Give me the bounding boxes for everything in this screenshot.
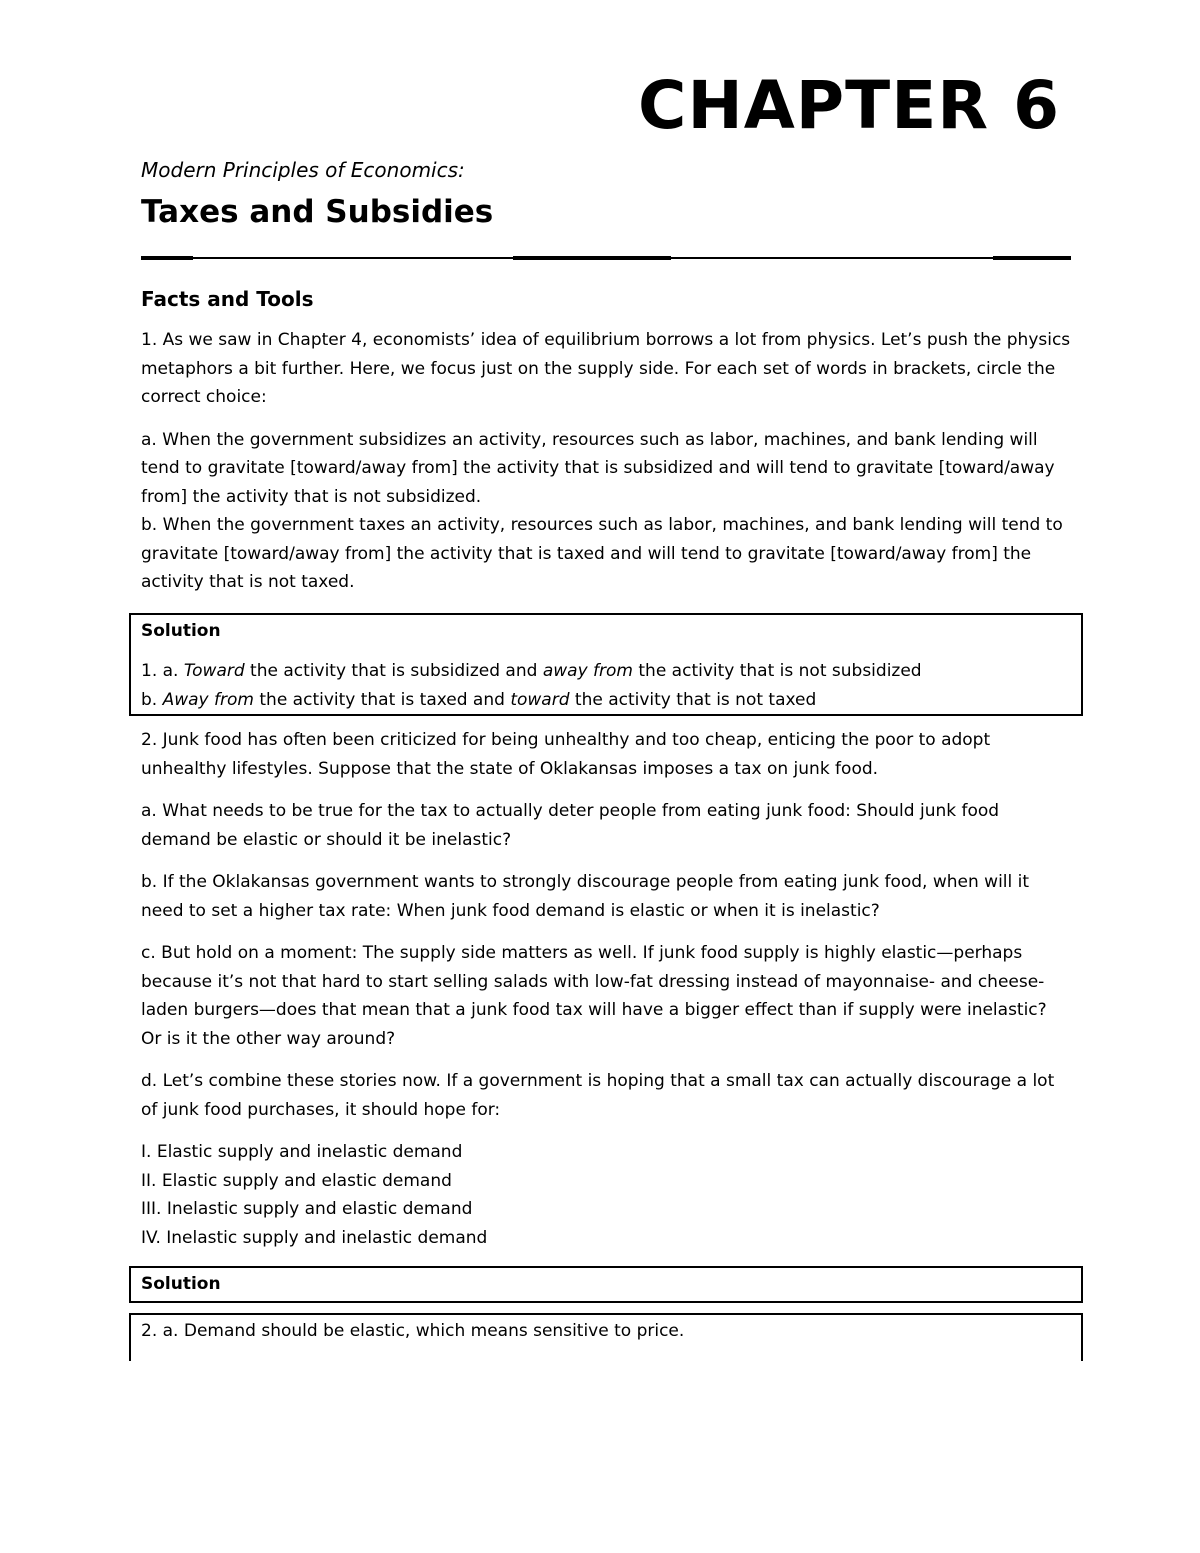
solution-1-a-prefix: 1. a.	[141, 661, 184, 681]
title-divider-accent-middle	[513, 256, 671, 260]
question-2-intro: 2. Junk food has often been criticized for being unhealthy and too cheap, enticing the poor to adopt unhealthy lifestyles. Suppose that the state of Oklakansas imposes a tax on junk food.	[141, 730, 991, 779]
section-heading: Facts and Tools	[141, 287, 314, 311]
solution-1-b-middle: the activity that is taxed and	[253, 689, 511, 710]
solution-1-title: Solution	[141, 620, 221, 641]
solution-1-a-emphasis-1: Toward	[183, 661, 245, 681]
option-item: I. Elastic supply and inelastic demand	[141, 1142, 463, 1162]
question-2-part-a: a. What needs to be true for the tax to actually deter people from eating junk food: Should junk food demand be elastic or should it be inelastic?	[141, 801, 1000, 850]
solution-1-a-emphasis-2: away from	[542, 661, 633, 681]
solution-1-b-end: the activity that is not taxed	[569, 689, 817, 710]
chapter-number: CHAPTER 6	[638, 67, 1060, 144]
solution-1-part-a	[141, 657, 1071, 686]
option-item: IV. Inelastic supply and inelastic demand	[141, 1227, 488, 1248]
document-body	[141, 284, 1071, 1371]
solution-2-body-box	[129, 1313, 1083, 1361]
solution-1-part-b	[141, 686, 1071, 715]
solution-1-b-emphasis-2: toward	[510, 689, 570, 710]
question-1-part-a: a. When the government subsidizes an activity, resources such as labor, machines, and bank lending will tend to gravitate [toward/away from] the activity that is subsidized and will tend to gravitate [toward/away from] the activity that is not subsidized.	[141, 429, 1055, 507]
option-item: II. Elastic supply and elastic demand	[141, 1170, 452, 1191]
solution-2-header-box	[129, 1266, 1083, 1303]
question-1-intro: 1. As we saw in Chapter 4, economists’ idea of equilibrium borrows a lot from physics. Let’s push the physics metaphors a bit further. Here, we focus just on the supply side. For each set of words in brackets, circle the correct choice:	[141, 330, 1071, 407]
title-divider-accent-left	[141, 256, 193, 260]
question-2-part-b: b. If the Oklakansas government wants to strongly discourage people from eating junk food, when will it need to set a higher tax rate: When junk food demand is elastic or when it is inelastic?	[141, 872, 1030, 921]
question-2-part-d: d. Let’s combine these stories now. If a government is hoping that a small tax can actually discourage a lot of junk food purchases, it should hope for:	[141, 1071, 1055, 1120]
solution-2-part-a: 2. a. Demand should be elastic, which means sensitive to price.	[141, 1320, 685, 1341]
book-title: Modern Principles of Economics:	[141, 158, 465, 182]
question-2-options	[141, 1138, 1071, 1252]
solution-1-box	[129, 613, 1083, 717]
question-2-part-c: c. But hold on a moment: The supply side matters as well. If junk food supply is highly elastic—perhaps because it’s not that hard to start selling salads with low-fat dressing instead of mayonnaise- and cheese-laden burgers—does that mean that a junk food tax will have a bigger effect than if supply were inelastic? Or is it the other way around?	[141, 943, 1047, 1049]
solution-1-b-emphasis-1: Away from	[162, 689, 254, 710]
solution-2-title: Solution	[141, 1274, 221, 1294]
title-divider-accent-right	[993, 256, 1071, 260]
chapter-title: Taxes and Subsidies	[141, 194, 494, 230]
solution-1-a-middle: the activity that is subsidized and	[244, 661, 543, 681]
question-1-part-b: b. When the government taxes an activity, resources such as labor, machines, and bank lending will tend to gravitate [toward/away from] the activity that is taxed and will tend to gravitate [toward/away from] the activity that is not taxed.	[141, 515, 1063, 592]
solution-1-b-prefix: b.	[141, 689, 163, 710]
option-item: III. Inelastic supply and elastic demand	[141, 1199, 473, 1219]
solution-1-a-end: the activity that is not subsidized	[632, 661, 922, 681]
